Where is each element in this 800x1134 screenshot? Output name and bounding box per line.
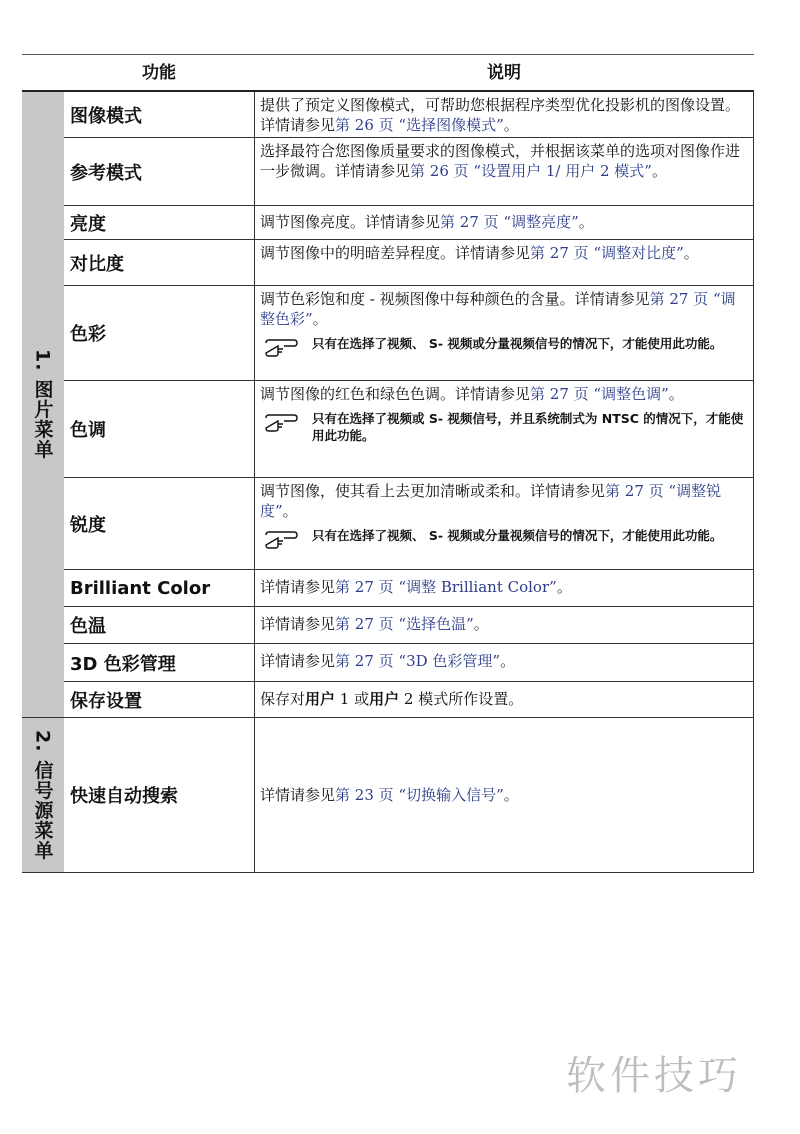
desc-end: 。	[503, 116, 519, 134]
desc-end: 。	[282, 502, 298, 520]
desc-end: 。	[651, 162, 667, 180]
desc-text: 详情请参见	[260, 652, 336, 670]
table-row	[64, 478, 754, 570]
desc-text: 调节色彩饱和度 - 视频图像中每种颜色的含量。详情请参见	[260, 290, 650, 308]
row-name: 对比度	[70, 253, 124, 275]
table-row	[64, 240, 754, 286]
row-name: 色温	[70, 616, 106, 637]
page-link[interactable]: 第 27 页 “调整锐度”	[260, 482, 722, 520]
table-row	[64, 682, 754, 718]
row-name: 3D 色彩管理	[70, 653, 176, 675]
table-row	[64, 286, 754, 381]
bold-user: 用户	[369, 690, 400, 708]
bold-user: 用户	[305, 690, 336, 708]
desc-end: 。	[683, 244, 699, 262]
table-row	[64, 607, 754, 644]
table-row	[64, 206, 754, 240]
row-name: 亮度	[70, 213, 106, 235]
row-description	[254, 570, 754, 606]
desc-text: 2 模式所作设置。	[399, 690, 524, 708]
header-description: 说明	[487, 63, 521, 83]
row-name: 色彩	[70, 324, 106, 345]
row-description	[254, 644, 754, 681]
desc-text: 调节图像中的明暗差异程度。详情请参见	[260, 244, 531, 262]
section-label: 2. 信号源菜单	[31, 729, 54, 861]
row-name: 色调	[70, 420, 106, 441]
pointing-hand-icon	[264, 412, 302, 432]
note-text: 只有在选择了视频、 S- 视频或分量视频信号的情况下，才能使用此功能。	[312, 528, 723, 543]
table-row	[64, 718, 754, 872]
note-text: 只有在选择了视频或 S- 视频信号，并且系统制式为 NTSC 的情况下，才能使用此功能。	[312, 411, 744, 443]
row-description	[254, 682, 754, 717]
row-description	[254, 381, 754, 477]
table-row	[64, 570, 754, 607]
desc-text: 详情请参见	[260, 786, 336, 804]
section-picture-menu	[22, 92, 64, 718]
header-function: 功能	[142, 63, 176, 83]
page-link[interactable]: 第 27 页 “调整 Brilliant Color”	[335, 578, 557, 596]
watermark: 软件技巧	[566, 1053, 742, 1099]
page-link[interactable]: 第 27 页 “调整色调”	[530, 385, 669, 403]
pointing-hand-icon	[264, 529, 302, 549]
page-link[interactable]: 第 26 页 “选择图像模式”	[335, 116, 504, 134]
table-header	[22, 55, 754, 91]
desc-text: 调节图像的红色和绿色色调。详情请参见	[260, 385, 531, 403]
row-description	[254, 718, 754, 872]
page-link[interactable]: 第 26 页 “设置用户 1/ 用户 2 模式”	[410, 162, 652, 180]
row-description	[254, 286, 754, 380]
row-name: 参考模式	[70, 162, 142, 184]
desc-text: 选择最符合您图像质量要求的图像模式，并根据该菜单的选项对图像作进一步微调。详情请参见	[260, 142, 741, 180]
page-link[interactable]: 第 27 页 “调整对比度”	[530, 244, 684, 262]
row-description	[254, 206, 754, 239]
row-name: Brilliant Color	[70, 577, 211, 599]
table-row	[64, 138, 754, 206]
row-name: 图像模式	[70, 105, 142, 127]
row-description	[254, 478, 754, 569]
row-description	[254, 607, 754, 643]
desc-text: 1 或	[335, 690, 370, 708]
row-description	[254, 92, 754, 137]
desc-end: 。	[312, 310, 328, 328]
table-row	[64, 92, 754, 138]
desc-text: 提供了预定义图像模式，可帮助您根据程序类型优化投影机的图像设置。详情请参见	[260, 96, 741, 134]
section-label: 1. 图片菜单	[31, 349, 54, 460]
row-description	[254, 138, 754, 205]
page-link[interactable]: 第 27 页 “调整亮度”	[440, 213, 579, 231]
row-name: 快速自动搜索	[70, 786, 178, 807]
pointing-hand-icon	[264, 337, 302, 357]
page-link[interactable]: 第 27 页 “选择色温”	[335, 615, 474, 633]
page-link[interactable]: 第 23 页 “切换输入信号”	[335, 786, 504, 804]
page-link[interactable]: 第 27 页 “调整色彩”	[260, 290, 736, 328]
note	[260, 527, 748, 544]
desc-end: 。	[473, 615, 489, 633]
desc-text: 调节图像，使其看上去更加清晰或柔和。详情请参见	[260, 482, 606, 500]
desc-end: 。	[500, 652, 516, 670]
note	[260, 410, 748, 444]
row-description	[254, 240, 754, 285]
page-link[interactable]: 第 27 页 “3D 色彩管理”	[335, 652, 501, 670]
desc-end: 。	[503, 786, 519, 804]
table-bottom-rule	[22, 872, 754, 873]
desc-text: 调节图像亮度。详情请参见	[260, 213, 441, 231]
note-text: 只有在选择了视频、 S- 视频或分量视频信号的情况下，才能使用此功能。	[312, 336, 723, 351]
table-row	[64, 644, 754, 682]
table-row	[64, 381, 754, 478]
section-source-menu	[22, 718, 64, 872]
desc-text: 详情请参见	[260, 578, 336, 596]
desc-text: 详情请参见	[260, 615, 336, 633]
desc-end: 。	[556, 578, 572, 596]
note	[260, 335, 748, 352]
desc-end: 。	[578, 213, 594, 231]
row-name: 锐度	[70, 514, 106, 536]
row-name: 保存设置	[70, 690, 142, 712]
desc-end: 。	[668, 385, 684, 403]
desc-text: 保存对	[260, 690, 306, 708]
